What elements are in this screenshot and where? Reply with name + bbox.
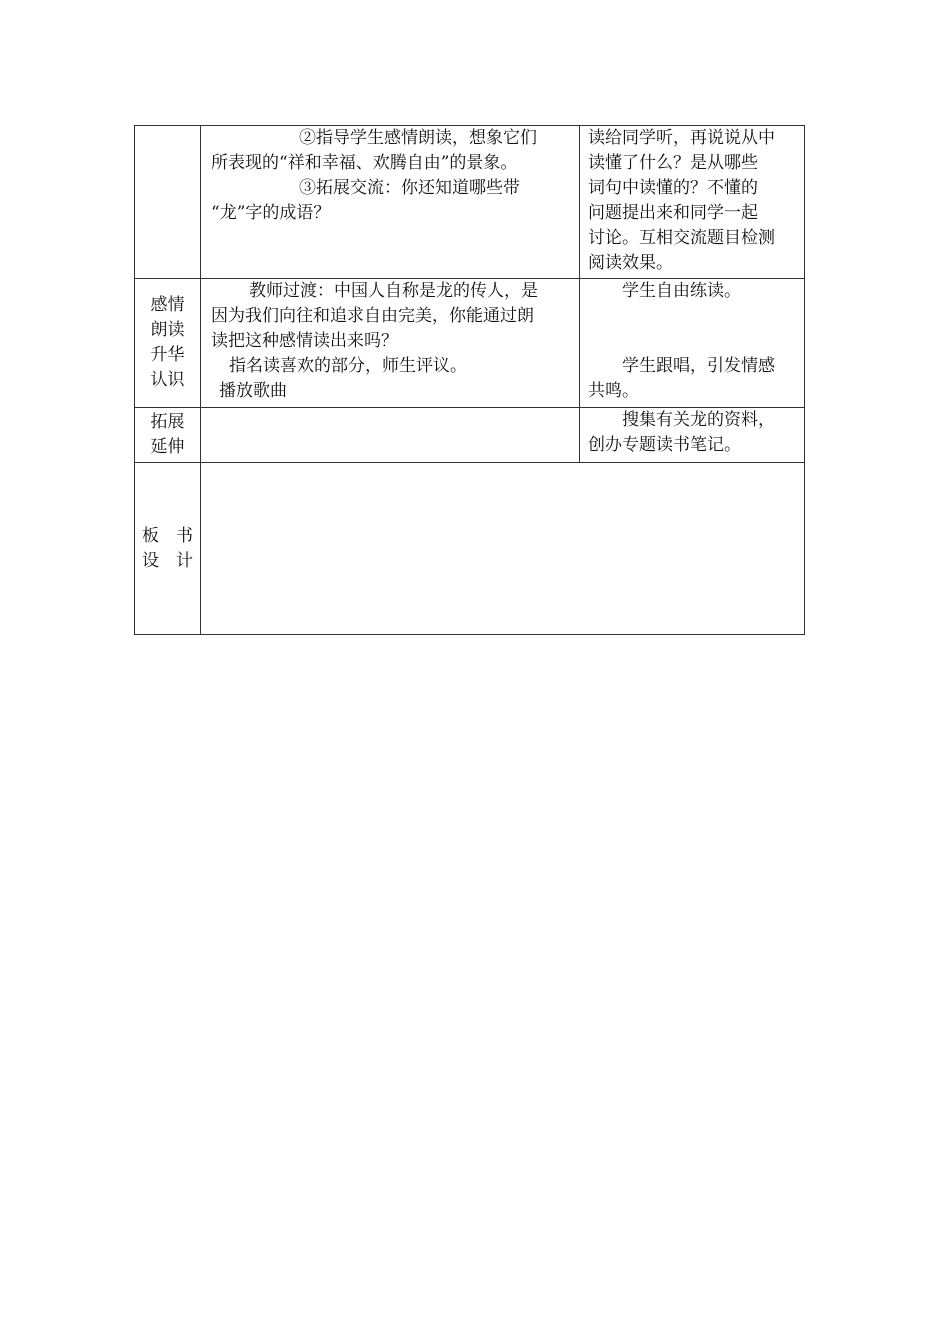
- student-line: 阅读效果。: [588, 253, 673, 273]
- stage-label: 升华: [150, 345, 185, 365]
- stage-label: 感情: [150, 295, 185, 315]
- table-row: [135, 126, 805, 279]
- student-line: 学生自由练读。: [622, 281, 741, 301]
- stage-cell: [135, 126, 201, 279]
- stage-cell: [135, 279, 201, 408]
- teacher-line: 所表现的“祥和幸福、欢腾自由”的景象。: [211, 153, 518, 173]
- teacher-line: 播放歌曲: [219, 381, 287, 401]
- student-line: 词句中读懂的？不懂的: [588, 178, 758, 198]
- student-activity-cell: [580, 279, 805, 408]
- teacher-activity-cell: [201, 279, 580, 408]
- stage-label: 拓展: [150, 412, 185, 432]
- teacher-activity-cell: [201, 126, 580, 279]
- teacher-line: 因为我们向往和追求自由完美，你能通过朗: [211, 306, 534, 326]
- lesson-plan-table: [134, 125, 805, 635]
- student-line: 创办专题读书笔记。: [588, 435, 741, 455]
- stage-label: 延伸: [150, 437, 185, 457]
- table-row: [135, 463, 805, 635]
- teacher-line: “龙”字的成语？: [211, 203, 331, 223]
- stage-cell: [135, 463, 201, 635]
- board-design-cell: [201, 463, 805, 635]
- student-line: 读给同学听，再说说从中: [588, 128, 775, 148]
- teacher-line: 读把这种感情读出来吗？: [211, 331, 398, 351]
- student-line: 搜集有关龙的资料，: [622, 410, 775, 430]
- stage-label: 朗读: [150, 320, 185, 340]
- student-activity-cell: [580, 126, 805, 279]
- student-line: 讨论。互相交流题目检测: [588, 228, 775, 248]
- teacher-line: 教师过渡：中国人自称是龙的传人，是: [249, 281, 538, 301]
- student-line: 读懂了什么？是从哪些: [588, 153, 758, 173]
- teacher-line: ③拓展交流：你还知道哪些带: [299, 178, 520, 198]
- teacher-activity-cell: [201, 408, 580, 463]
- student-line: 学生跟唱，引发情感: [622, 356, 775, 376]
- table-row: [135, 279, 805, 408]
- stage-cell: [135, 408, 201, 463]
- stage-label: 板 书: [142, 525, 193, 546]
- table-row: [135, 408, 805, 463]
- stage-label: 认识: [150, 370, 185, 390]
- student-line: 共鸣。: [588, 381, 639, 401]
- teacher-line: ②指导学生感情朗读，想象它们: [299, 128, 537, 148]
- stage-label: 设 计: [142, 550, 193, 571]
- student-activity-cell: [580, 408, 805, 463]
- teacher-line: 指名读喜欢的部分，师生评议。: [229, 356, 467, 376]
- student-line: 问题提出来和同学一起: [588, 203, 758, 223]
